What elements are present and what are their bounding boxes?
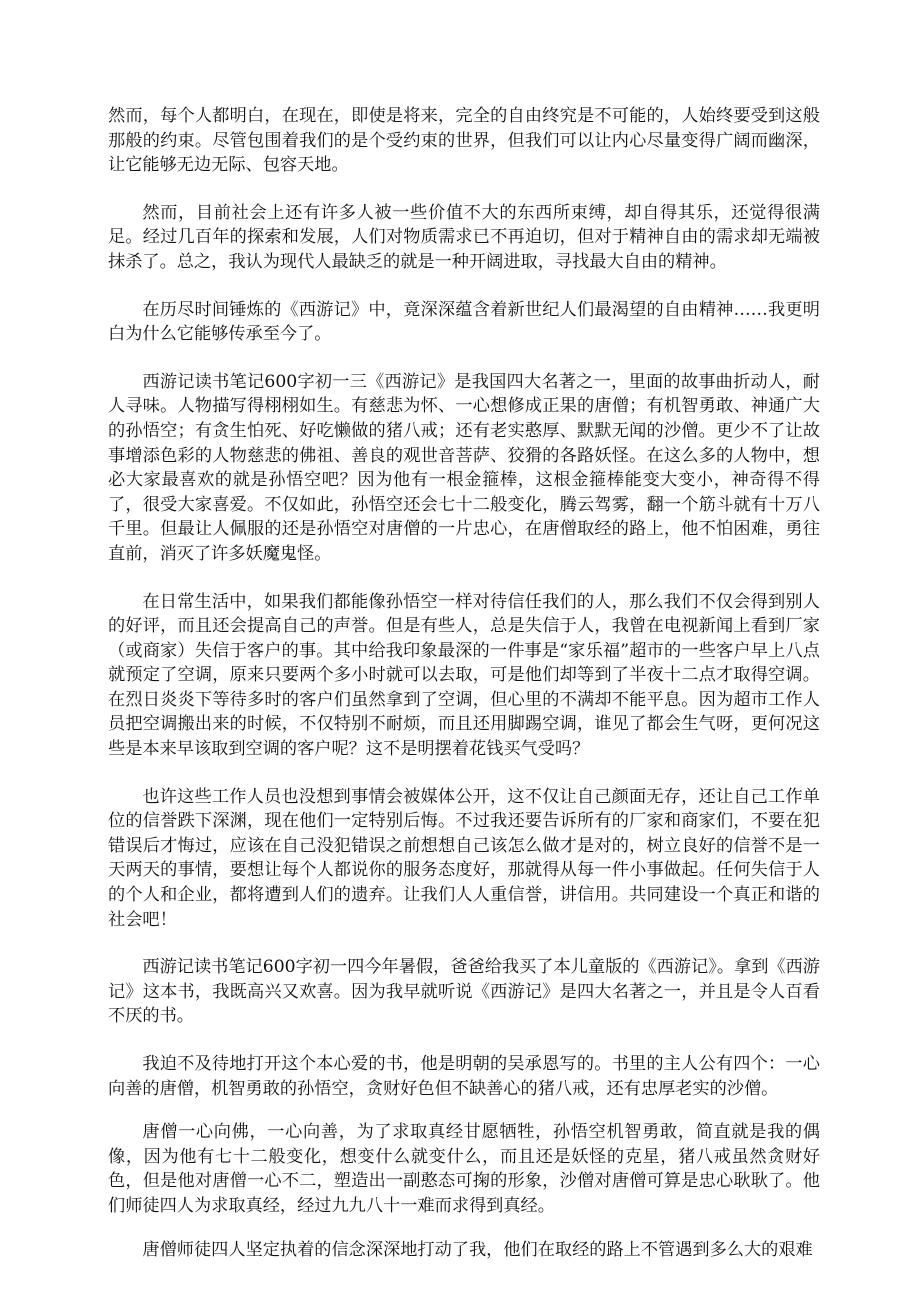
paragraph-4: 西游记读书笔记600字初一三《西游记》是我国四大名著之一，里面的故事曲折动人，耐人寻味。人物描写得栩栩如生。有慈悲为怀、一心想修成正果的唐僧；有机智勇敢、神通广大的孙悟空；有贪生怕死、好吃懒做的猪八戒；还有老实憨厚、默默无闻的沙僧。更少不了让故事增添色彩的人物慈悲的佛祖、善良的观世音菩萨、狡猾的各路妖怪。在这么多的人物中，想必大家最喜欢的就是孙悟空吧？因为他有一根金箍棒，这根金箍棒能变大变小，神奇得不得了，很受大家喜爱。不仅如此，孙悟空还会七十二般变化，腾云驾雾，翻一个筋斗就有十万八千里。但最让人佩服的还是孙悟空对唐僧的一片忠心，在唐僧取经的路上，他不怕困难，勇往直前，消灭了许多妖魔鬼怪。	[108, 371, 820, 564]
document-page	[108, 104, 820, 1285]
paragraph-9: 唐僧一心向佛，一心向善，为了求取真经甘愿牺牲，孙悟空机智勇敢，简直就是我的偶像，因为他有七十二般变化，想变什么就变什么，而且还是妖怪的克星，猪八戒虽然贪财好色，但是他对唐僧一心不二，塑造出一副憨态可掬的形象，沙僧对唐僧可算是忠心耿耿了。他们师徒四人为求取真经，经过九九八十一难而求得到真经。	[108, 1122, 820, 1216]
paragraph-7: 西游记读书笔记600字初一四今年暑假，爸爸给我买了本儿童版的《西游记》。拿到《西游记》这本书，我既高兴又欢喜。因为我早就听说《西游记》是四大名著之一，并且是令人百看不厌的书。	[108, 957, 820, 1027]
paragraph-5: 在日常生活中，如果我们都能像孙悟空一样对待信任我们的人，那么我们不仅会得到别人的好评，而且还会提高自己的声誉。但是有些人，总是失信于人，我曾在电视新闻上看到厂家（或商家）失信于客户的事。其中给我印象最深的一件事是“家乐福”超市的一些客户早上八点就预定了空调，原来只要两个多小时就可以去取，可是他们却等到了半夜十二点才取得空调。在烈日炎炎下等待多时的客户们虽然拿到了空调，但心里的不满却不能平息。因为超市工作人员把空调搬出来的时候，不仅特别不耐烦，而且还用脚踢空调，谁见了都会生气呀，更何况这些是本来早该取到空调的客户呢？这不是明摆着花钱买气受吗？	[108, 591, 820, 760]
paragraph-10: 唐僧师徒四人坚定执着的信念深深地打动了我，他们在取经的路上不管遇到多么大的艰难	[142, 1239, 813, 1260]
paragraph-3: 在历尽时间锤炼的《西游记》中，竟深深蕴含着新世纪人们最渴望的自由精神……我更明白为什么它能够传承至今了。	[108, 299, 820, 345]
paragraph-2: 然而，目前社会上还有许多人被一些价值不大的东西所束缚，却自得其乐，还觉得很满足。经过几百年的探索和发展，人们对物质需求已不再迫切，但对于精神自由的需求却无端被抹杀了。总之，我认为现代人最缺乏的就是一种开阔进取，寻找最大自由的精神。	[108, 202, 820, 272]
paragraph-1: 然而，每个人都明白，在现在，即使是将来，完全的自由终究是不可能的，人始终要受到这般那般的约束。尽管包围着我们的是个受约束的世界，但我们可以让内心尽量变得广阔而幽深，让它能够无边无际、包容天地。	[108, 106, 820, 176]
paragraph-6: 也许这些工作人员也没想到事情会被媒体公开，这不仅让自己颜面无存，还让自己工作单位的信誉跌下深渊，现在他们一定特别后悔。不过我还要告诉所有的厂家和商家们，不要在犯错误后才悔过，应该在自己没犯错误之前想想自己该怎么做才是对的，树立良好的信誉不是一天两天的事情，要想让每个人都说你的服务态度好，那就得从每一件小事做起。任何失信于人的个人和企业，都将遭到人们的遗弃。让我们人人重信誉，讲信用。共同建设一个真正和谐的社会吧！	[108, 786, 820, 930]
paragraph-8: 我迫不及待地打开这个本心爱的书，他是明朝的吴承恩写的。书里的主人公有四个：一心向善的唐僧，机智勇敢的孙悟空，贪财好色但不缺善心的猪八戒，还有忠厚老实的沙僧。	[108, 1054, 820, 1099]
